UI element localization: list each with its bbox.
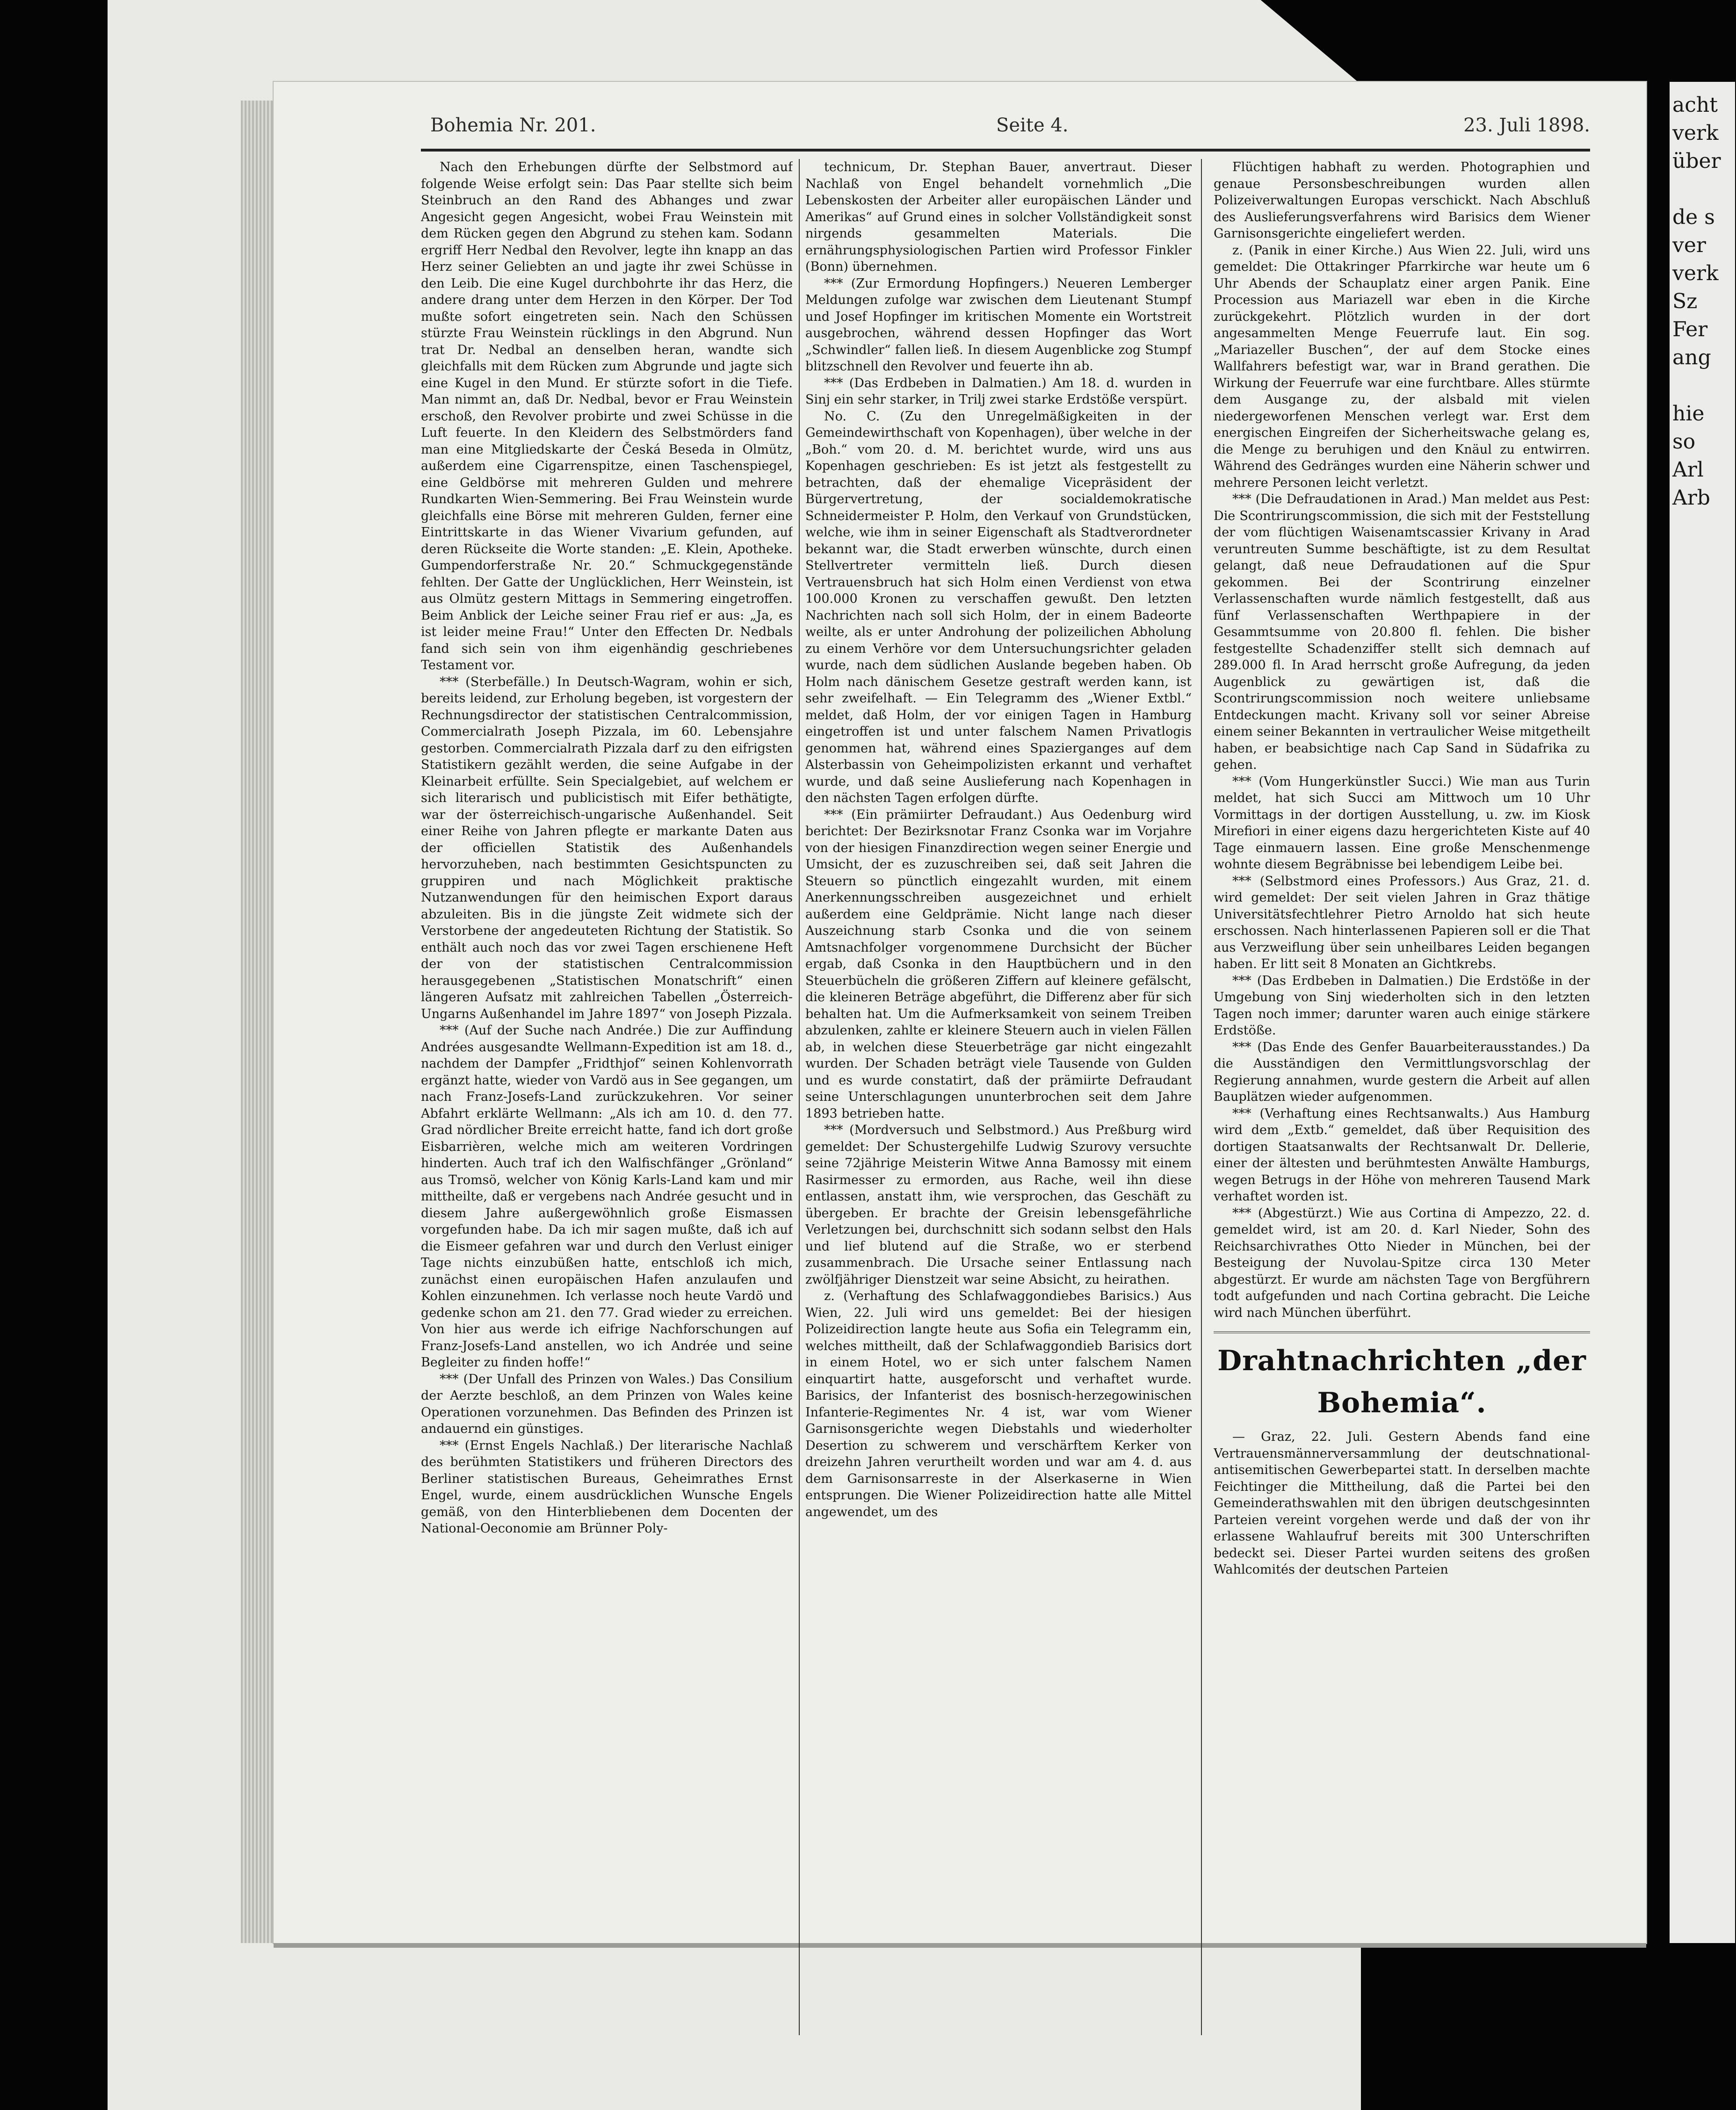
- article-paragraph: No. C. (Zu den Unregelmäßigkeiten in der Gemeindewirthschaft von Kopenhagen), über welche in der „Boh.“ vom 20. d. M. berichtet wurde, wird uns aus Kopenhagen geschrieben: Es ist jetzt als festgestellt zu betrachten, daß der ehemalige Vicepräsident der Bürgervertretung, der socialdemokratische Schneidermeister P. Holm, den Verkauf von Grundstücken, welche, wie ihm in seiner Eigenschaft als Stadtverordneter bekannt war, die Stadt erwerben wünschte, durch einen Stellvertreter vermitteln ließ. Durch diesen Vertrauensbruch hat sich Holm einen Verdienst von etwa 100.000 Kronen zu verschaffen gewußt. Den letzten Nachrichten nach soll sich Holm, der in einem Badeorte weilte, als er unter Androhung der polizeilichen Abholung zu einem Verhöre vor dem Untersuchungsrichter geladen wurde, nach dem südlichen Auslande begeben haben. Ob Holm nach dänischem Gesetze gestraft werden kann, ist sehr zweifelhaft. — Ein Telegramm des „Wiener Extbl.“ meldet, daß Holm, der vor einigen Tagen in Hamburg eingetroffen ist und unter falschem Namen Privatlogis genommen hat, während eines Spazierganges auf dem Alsterbassin von Geheimpolizisten erkannt und verhaftet wurde, und daß seine Auslieferung nach Kopenhagen in den nächsten Tagen erfolgen dürfte.: [805, 409, 1192, 805]
- article-paragraph: *** (Vom Hungerkünstler Succi.) Wie man aus Turin meldet, hat sich Succi am Mittwoch um 10 Uhr Vormittags in der dortigen Ausstellung, u. zw. im Kiosk Mirefiori in einer eigens dazu hergerichteten Kiste auf 40 Tage einmauern lassen. Eine große Menschenmenge wohnte diesem Begräbnisse bei lebendigem Leibe bei.: [1214, 774, 1590, 872]
- article-paragraph: technicum, Dr. Stephan Bauer, anvertraut. Dieser Nachlaß von Engel behandelt vornehmlich „Die Lebenskosten der Arbeiter aller europäischen Länder und Amerikas“ auf Grund eines in solcher Vollständigkeit sonst nirgends gesammelten Materials. Die ernährungsphysiologischen Partien wird Professor Finkler (Bonn) übernehmen.: [805, 160, 1192, 274]
- telegraph-heading: Drahtnachrichten „der Bohemia“.: [1217, 1344, 1586, 1419]
- article-paragraph: *** (Ernst Engels Nachlaß.) Der literarische Nachlaß des berühmten Statistikers und früheren Directors des Berliner statistischen Bureaus, Geheimrathes Ernst Engel, wurde, einem ausdrücklichen Wunsche Engels gemäß, von den Hinterbliebenen dem Docenten der National-Oeconomie am Brünner Poly-: [421, 1438, 793, 1536]
- article-paragraph: z. (Verhaftung des Schlafwaggondiebes Barisics.) Aus Wien, 22. Juli wird uns gemeldet: Bei der hiesigen Polizeidirection langte heute aus Sofia ein Telegramm ein, welches mittheilt, daß der Schlafwaggondieb Barisics dort in einem Hotel, wo er sich unter falschem Namen einquartirt hatte, ausgeforscht und verhaftet wurde. Barisics, der Infanterist des bosnisch-herzegowinischen Infanterie-Regimentes Nr. 4 ist, war vom Wiener Garnisonsgerichte wegen Diebstahls und wiederholter Desertion zu schwerem und verschärftem Kerker von dreizehn Jahren verurtheilt worden und war am 4. d. aus dem Garnisonsarreste in der Alserkaserne in Wien entsprungen. Die Wiener Polizeidirection hatte alle Mittel angewendet, um des: [805, 1289, 1192, 1519]
- article-paragraph: *** (Abgestürzt.) Wie aus Cortina di Ampezzo, 22. d. gemeldet wird, ist am 20. d. Karl Nieder, Sohn des Reichsarchivrathes Otto Nieder in München, bei der Besteigung der Nuvolau-Spitze circa 130 Meter abgestürzt. Er wurde am nächsten Tage von Bergführern todt aufgefunden und nach Cortina gebracht. Die Leiche wird nach München überführt.: [1214, 1206, 1590, 1320]
- telegraph-paragraph: — Graz, 22. Juli. Gestern Abends fand eine Vertrauensmännerversammlung der deutschnational-antisemitischen Gewerbepartei statt. In derselben machte Feichtinger die Mittheilung, daß die Partei bei den Gemeinderathswahlen mit den übrigen deutschgesinnten Parteien vereint vorgehen werde und daß der von ihr erlassene Wahlaufruf bereits mit 300 Unterschriften bedeckt sei. Dieser Partei wurden seitens des großen Wahlcomités der deutschen Parteien: [1214, 1430, 1590, 1577]
- article-paragraph: *** (Sterbefälle.) In Deutsch-Wagram, wohin er sich, bereits leidend, zur Erholung begeben, ist vorgestern der Rechnungsdirector der statistischen Centralcommission, Commercialrath Joseph Pizzala, im 60. Lebensjahre gestorben. Commercialrath Pizzala darf zu den eifrigsten Statistikern gezählt werden, die seine Aufgabe in der Kleinarbeit erfüllte. Sein Specialgebiet, auf welchem er sich literarisch und publicistisch mit Eifer bethätigte, war der österreichisch-ungarische Außenhandel. Seit einer Reihe von Jahren pflegte er markante Daten aus der officiellen Statistik des Außenhandels hervorzuheben, nach bestimmten Gesichtspuncten zu gruppiren und nach Möglichkeit praktische Nutzanwendungen für den heimischen Export daraus abzuleiten. Bis in die jüngste Zeit widmete sich der Verstorbene der angedeuteten Richtung der Statistik. So enthält auch noch das vor zwei Tagen erschienene Heft der von der statistischen Centralcommission herausgegebenen „Statistischen Monatschrift“ einen längeren Aufsatz mit zahlreichen Tabellen „Österreich-Ungarns Außenhandel im Jahre 1897“ von Joseph Pizzala.: [421, 674, 793, 1021]
- header-title: Bohemia Nr. 201.: [430, 115, 596, 136]
- article-paragraph: *** (Zur Ermordung Hopfingers.) Neueren Lemberger Meldungen zufolge war zwischen dem Lieutenant Stumpf und Josef Hopfinger im kritischen Momente ein Wortstreit ausgebrochen, während dessen Hopfinger das Wort „Schwindler“ fallen ließ. In diesem Augenblicke zog Stumpf blitzschnell den Revolver und feuerte ihn ab.: [805, 276, 1192, 374]
- adjacent-page-fragment: [1670, 82, 1735, 1943]
- article-paragraph: *** (Ein prämiirter Defraudant.) Aus Oedenburg wird berichtet: Der Bezirksnotar Franz Csonka war im Vorjahre von der hiesigen Finanzdirection wegen seiner Energie und Umsicht, der es zuzuschreiben sei, daß seit Jahren die Steuern so pünctlich eingezahlt wurden, mit einem Anerkennungsschreiben ausgezeichnet und erhielt außerdem eine Geldprämie. Nicht lange nach dieser Auszeichnung starb Csonka und die von seinem Amtsnachfolger vorgenommene Durchsicht der Bücher ergab, daß Csonka in den Hauptbüchern und in den Steuerbücheln die größeren Ziffern auf kleinere gefälscht, die kleineren Beträge abgeführt, die Differenz aber für sich behalten hat. Um die Aufmerksamkeit von seinem Treiben abzulenken, zahlte er kleinere Steuern auch in vielen Fällen ab, in welchen diese Steuerbeträge gar nicht eingezahlt wurden. Der Schaden beträgt viele Tausende von Gulden und es wurde constatirt, daß der prämiirte Defraudant seine Unterschlagungen ununterbrochen seit dem Jahre 1893 betrieben hatte.: [805, 807, 1192, 1121]
- column-3: [1214, 159, 1590, 2035]
- column-2: [805, 159, 1192, 2035]
- column-1: [421, 159, 793, 2035]
- telegraph-section: [1214, 1331, 1590, 1578]
- article-paragraph: Nach den Erhebungen dürfte der Selbstmord auf folgende Weise erfolgt sein: Das Paar stellte sich beim Steinbruch an den Rand des Abhanges und zwar Angesicht gegen Angesicht, wobei Frau Weinstein mit dem Rücken gegen den Abgrund zu stehen kam. Sodann ergriff Herr Nedbal den Revolver, legte ihn knapp an das Herz seiner Geliebten an und jagte ihr zwei Schüsse in den Leib. Die eine Kugel durchbohrte ihr das Herz, die andere drang unter dem Herzen in den Körper. Der Tod mußte sofort eingetreten sein. Nach den Schüssen stürzte Frau Weinstein rücklings in den Abgrund. Nun trat Dr. Nedbal an denselben heran, wandte sich gleichfalls mit dem Rücken zum Abgrunde und jagte sich eine Kugel in den Mund. Er stürzte sofort in die Tiefe. Man nimmt an, daß Dr. Nedbal, bevor er Frau Weinstein erschoß, den Revolver probirte und zwei Schüsse in die Luft feuerte. In den Kleidern des Selbstmörders fand man eine Mitgliedskarte der Česká Beseda in Olmütz, außerdem eine Cigarrenspitze, einen Taschenspiegel, eine Geldbörse mit mehreren Gulden und mehrere Rundkarten Wien-Semmering. Bei Frau Weinstein wurde gleichfalls eine Börse mit mehreren Gulden, ferner eine Eintrittskarte in das Wiener Vivarium gefunden, auf deren Rückseite die Worte standen: „E. Klein, Apotheke. Gumpendorferstraße Nr. 20.“ Schmuckgegenstände fehlten. Der Gatte der Unglücklichen, Herr Weinstein, ist aus Olmütz gestern Mittags in Semmering eingetroffen. Beim Anblick der Leiche seiner Frau rief er aus: „Ja, es ist leider meine Frau!“ Unter den Effecten Dr. Nedbals fand sich sein von ihm eigenhändig geschriebenes Testament vor.: [421, 160, 793, 672]
- article-paragraph: Flüchtigen habhaft zu werden. Photographien und genaue Personsbeschreibungen wurden allen Polizeiverwaltungen Europas verschickt. Nach Abschluß des Auslieferungsverfahrens wird Barisics dem Wiener Garnisonsgerichte eingeliefert werden.: [1214, 160, 1590, 241]
- article-paragraph: *** (Mordversuch und Selbstmord.) Aus Preßburg wird gemeldet: Der Schustergehilfe Ludwig Szurovy versuchte seine 72jährige Meisterin Witwe Anna Bamossy mit einem Rasirmesser zu ermorden, aus Rache, weil ihn diese entlassen, anstatt ihm, wie versprochen, das Geschäft zu übergeben. Er brachte der Greisin lebensgefährliche Verletzungen bei, durchschnitt sich sodann selbst den Hals und lief blutend auf die Straße, wo er sterbend zusammenbrach. Die Ursache seiner Entlassung nach zwölfjähriger Dienstzeit war seine Absicht, zu heirathen.: [805, 1123, 1192, 1287]
- header-page-number: Seite 4.: [996, 115, 1069, 136]
- article-paragraph: *** (Das Ende des Genfer Bauarbeiterausstandes.) Da die Ausständigen den Vermittlungsvorschlag der Regierung annahmen, wurde gestern die Arbeit auf allen Bauplätzen wieder aufgenommen.: [1214, 1040, 1590, 1104]
- header-rule: [421, 149, 1590, 152]
- adjacent-page-text: acht verk über de s ver verk Sz Fer ang hie so Arl Arb: [1672, 93, 1721, 510]
- article-paragraph: *** (Die Defraudationen in Arad.) Man meldet aus Pest: Die Scontrirungscommission, die sich mit der Feststellung der vom flüchtigen Waisenamtscassier Krivany in Arad veruntreuten Summe beschäftigte, ist zu dem Resultat gelangt, daß neue Defraudationen auf die Spur gekommen. Bei der Scontrirung einzelner Verlassenschaften wurde nämlich festgestellt, daß aus fünf Verlassenschaften Werthpapiere in der Gesammtsumme von 20.800 fl. fehlen. Die bisher festgestellte Schadenziffer stellt sich demnach auf 289.000 fl. In Arad herrscht große Aufregung, da jeden Augenblick zu gewärtigen ist, daß die Scontrirungscommission noch weitere unliebsame Entdeckungen macht. Krivany soll vor seiner Abreise einem seiner Bekannten in vertraulicher Weise mitgetheilt haben, er beabsichtige nach Cap Sand in Südafrika zu gehen.: [1214, 492, 1590, 772]
- column-divider: [1201, 159, 1202, 2035]
- article-paragraph: *** (Verhaftung eines Rechtsanwalts.) Aus Hamburg wird dem „Extb.“ gemeldet, daß über Requisition des dortigen Staatsanwalts der Rechtsanwalt Dr. Dellerie, einer der ältesten und berühmtesten Anwälte Hamburgs, wegen Betrugs in der Höhe von mehreren Tausend Mark verhaftet worden ist.: [1214, 1106, 1590, 1204]
- article-paragraph: *** (Der Unfall des Prinzen von Wales.) Das Consilium der Aerzte beschloß, an dem Prinzen von Wales keine Operationen vorzunehmen. Das Befinden des Prinzen ist andauernd ein günstiges.: [421, 1372, 793, 1436]
- article-paragraph: z. (Panik in einer Kirche.) Aus Wien 22. Juli, wird uns gemeldet: Die Ottakringer Pfarrkirche war heute um 6 Uhr Abends der Schauplatz einer argen Panik. Eine Procession aus Mariazell war eben in die Kirche zurückgekehrt. Plötzlich wurden in der dort angesammelten Menge Feuerrufe laut. Ein sog. „Mariazeller Buschen“, der auf dem Stocke eines Wallfahrers befestigt war, war in Brand gerathen. Die Wirkung der Feuerrufe war eine furchtbare. Alles stürmte dem Ausgange zu, der alsbald mit vielen niedergeworfenen Menschen verlegt war. Erst dem energischen Eingreifen der Sicherheitswache gelang es, die Menge zu beruhigen und den Knäul zu entwirren. Während des Gedränges wurden eine Näherin schwer und mehrere Personen leicht verletzt.: [1214, 243, 1590, 490]
- header-date: 23. Juli 1898.: [1463, 115, 1590, 136]
- article-paragraph: *** (Auf der Suche nach Andrée.) Die zur Auffindung Andrées ausgesandte Wellmann-Expedition ist am 18. d., nachdem der Dampfer „Fridthjof“ seinen Kohlenvorrath ergänzt hatte, wieder von Vardö aus in See gegangen, um nach Franz-Josefs-Land zurückzukehren. Vor seiner Abfahrt erklärte Wellmann: „Als ich am 10. d. den 77. Grad nördlicher Breite erreicht hatte, fand ich dort große Eisbarrièren, welche mich am weiteren Vordringen hinderten. Auch traf ich den Walfischfänger „Grönland“ aus Tromsö, welcher von König Karls-Land kam und mir mittheilte, daß er vergebens nach Andrée gesucht und in diesem Jahre außergewöhnlich große Eismassen vorgefunden habe. Da ich mir sagen mußte, daß ich auf die Eismeer gefahren war und durch den Verlust einiger Tage nichts einzubüßen hatte, entschloß ich mich, zunächst einen europäischen Hafen anzulaufen und Kohlen einzunehmen. Ich verlasse noch heute Vardö und gedenke schon am 21. den 77. Grad wieder zu erreichen. Von hier aus werde ich eifrige Nachforschungen auf Franz-Josefs-Land anstellen, wo ich Andrée und seine Begleiter zu finden hoffe!“: [421, 1023, 793, 1370]
- column-divider: [799, 159, 800, 2035]
- article-paragraph: *** (Das Erdbeben in Dalmatien.) Die Erdstöße in der Umgebung von Sinj wiederholten sich in den letzten Tagen noch immer; darunter waren auch einige stärkere Erdstöße.: [1214, 973, 1590, 1038]
- article-paragraph: *** (Selbstmord eines Professors.) Aus Graz, 21. d. wird gemeldet: Der seit vielen Jahren in Graz thätige Universitätsfechtlehrer Pietro Arnoldo hat sich heute erschossen. Nach hinterlassenen Papieren soll er die That aus Verzweiflung über sein unheilbares Leiden begangen haben. Er litt seit 8 Monaten an Gichtkrebs.: [1214, 874, 1590, 971]
- page-header: [430, 115, 1590, 150]
- article-paragraph: *** (Das Erdbeben in Dalmatien.) Am 18. d. wurden in Sinj ein sehr starker, in Trilj zwei starke Erdstöße verspürt.: [805, 376, 1192, 407]
